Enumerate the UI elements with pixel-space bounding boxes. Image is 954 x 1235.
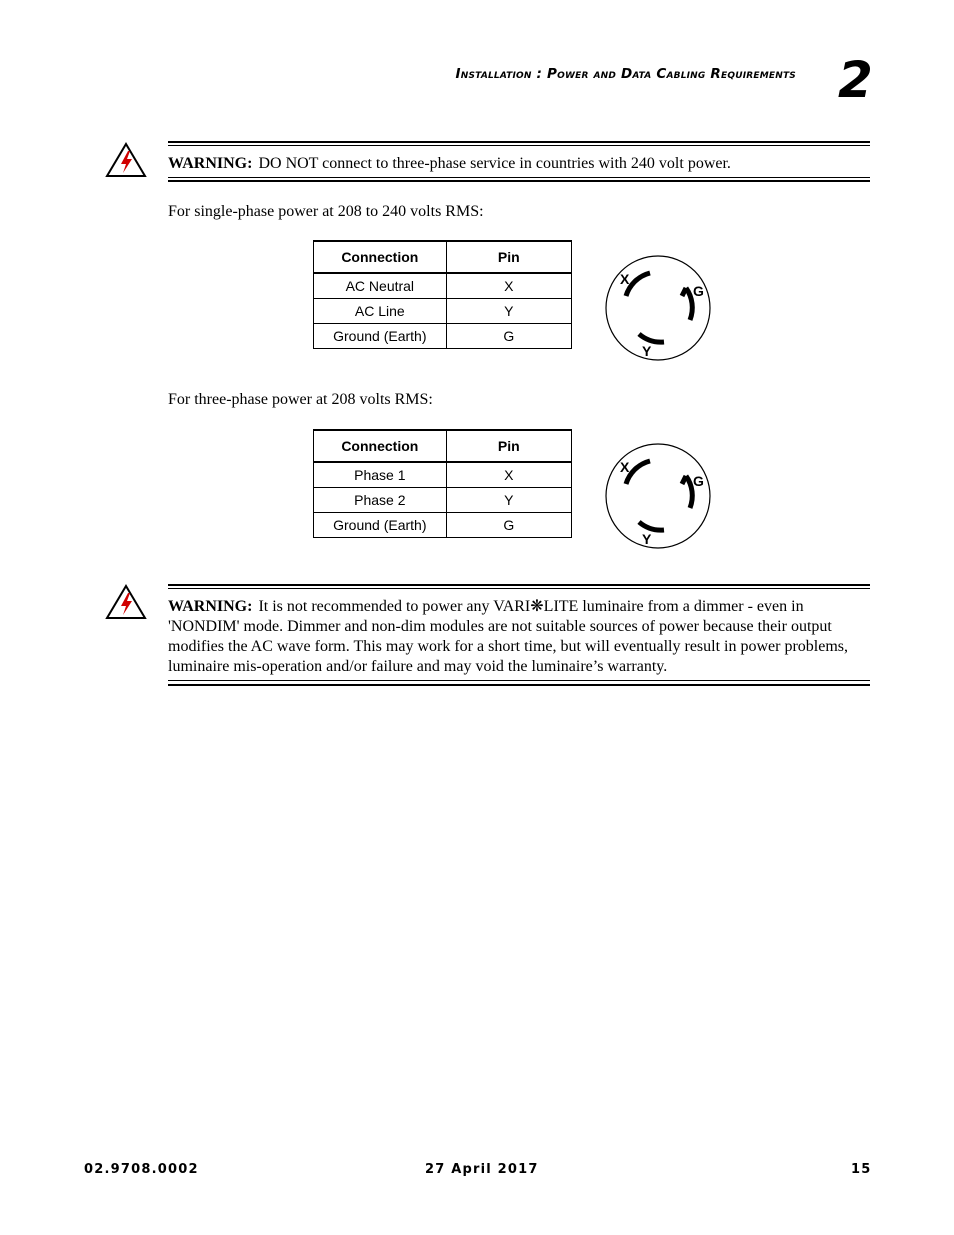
warning-rule-top [168, 584, 870, 586]
table-row [314, 462, 572, 488]
table-cell: X [446, 273, 571, 299]
warning-1 [168, 154, 870, 174]
warning-rule-bottom [168, 684, 870, 686]
warning-rule-top-thin [168, 145, 870, 146]
single-phase-table [313, 240, 572, 349]
warning-rule-bottom-thin [168, 177, 870, 178]
table-cell: Phase 2 [314, 488, 447, 513]
publication-date: 27 April 2017 [425, 1162, 539, 1177]
single-phase-intro: For single-phase power at 208 to 240 volts RMS: [168, 203, 484, 220]
table-row [314, 273, 572, 299]
column-header: Pin [446, 241, 571, 273]
table-cell: AC Neutral [314, 273, 447, 299]
table-row [314, 488, 572, 513]
receptacle-label-g: G [693, 283, 704, 299]
receptacle-diagram-three-phase [602, 440, 714, 552]
table-row [314, 324, 572, 349]
column-header: Connection [314, 430, 447, 462]
three-phase-table [313, 429, 572, 538]
warning-2 [168, 597, 870, 677]
column-header: Connection [314, 241, 447, 273]
receptacle-label-y: Y [642, 343, 652, 359]
table-cell: AC Line [314, 299, 447, 324]
page-number: 15 [851, 1162, 872, 1177]
receptacle-label-y: Y [642, 531, 652, 547]
table-header-row [314, 430, 572, 462]
warning-rule-bottom [168, 180, 870, 182]
electrical-hazard-icon [105, 142, 147, 178]
table-row [314, 299, 572, 324]
warning-label: WARNING: [168, 155, 253, 172]
table-cell: Y [446, 488, 571, 513]
table-cell: Y [446, 299, 571, 324]
table-row [314, 513, 572, 538]
receptacle-label-x: X [620, 271, 630, 287]
chapter-number: 2 [838, 51, 873, 109]
receptacle-label-g: G [693, 473, 704, 489]
warning-rule-bottom-thin [168, 680, 870, 681]
warning-rule-top-thin [168, 588, 870, 589]
warning-text: It is not recommended to power any VARI❋LITE luminaire from a dimmer - even in 'NONDIM' mode. Dimmer and non-dim modules are not suitable sources of power because their output modifies the AC wave form. This may work for a short time, but will eventually result in power problems, luminaire mis-operation and/or failure and may void the luminaire’s warranty. [168, 598, 849, 675]
column-header: Pin [446, 430, 571, 462]
table-cell: Phase 1 [314, 462, 447, 488]
receptacle-label-x: X [620, 459, 630, 475]
table-header-row [314, 241, 572, 273]
section-title: Installation : Power and Data Cabling Requirements [455, 66, 796, 82]
warning-text: DO NOT connect to three-phase service in countries with 240 volt power. [258, 155, 731, 172]
table-cell: X [446, 462, 571, 488]
electrical-hazard-icon [105, 584, 147, 620]
warning-label: WARNING: [168, 598, 253, 615]
warning-rule-top [168, 141, 870, 143]
table-cell: G [446, 324, 571, 349]
three-phase-intro: For three-phase power at 208 volts RMS: [168, 391, 433, 408]
receptacle-diagram-single-phase [602, 252, 714, 364]
table-cell: Ground (Earth) [314, 513, 447, 538]
table-cell: Ground (Earth) [314, 324, 447, 349]
document-number: 02.9708.0002 [84, 1162, 199, 1177]
table-cell: G [446, 513, 571, 538]
